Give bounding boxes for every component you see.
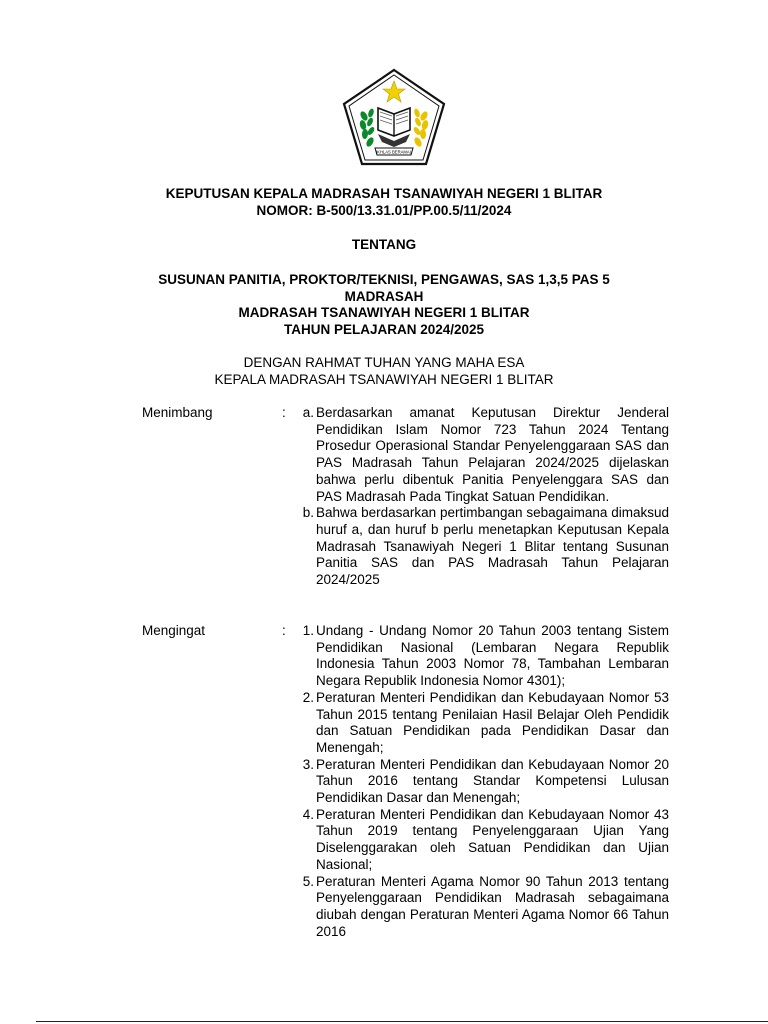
- page-divider: [36, 1021, 768, 1022]
- list-item: [296, 405, 669, 505]
- list-marker: 5.: [302, 873, 314, 889]
- subject-line4: TAHUN PELAJARAN 2024/2025: [283, 321, 485, 337]
- list-item: [296, 757, 669, 807]
- list-marker: a.: [302, 405, 314, 420]
- list-item-text: Peraturan Menteri Pendidikan dan Kebudayaan Nomor 53 Tahun 2015 tentang Penilaian Hasil Belajar Oleh Pendidik dan Satuan Pendidikan pada Pendidikan Dasar dan Menengah;: [316, 689, 669, 755]
- decree-title: [0, 186, 768, 219]
- preamble: [0, 355, 768, 388]
- subject-line2: MADRASAH: [344, 288, 424, 304]
- preamble-line2: KEPALA MADRASAH TSANAWIYAH NEGERI 1 BLITAR: [214, 371, 554, 387]
- menimbang-label: Menimbang: [142, 405, 213, 420]
- ministry-emblem-icon: [342, 68, 446, 166]
- list-item-text: Peraturan Menteri Pendidikan dan Kebudayaan Nomor 20 Tahun 2016 tentang Standar Kompetensi Lulusan Pendidikan Dasar dan Menengah;: [316, 756, 669, 806]
- list-item: [296, 623, 669, 690]
- subject-line1: SUSUNAN PANITIA, PROKTOR/TEKNISI, PENGAWAS, SAS 1,3,5 PAS 5: [158, 272, 610, 287]
- list-marker: 2.: [302, 689, 314, 705]
- preamble-line1: DENGAN RAHMAT TUHAN YANG MAHA ESA: [243, 355, 525, 370]
- list-item: [296, 807, 669, 874]
- logo-motto: IKHLAS BERAMAL: [375, 149, 413, 155]
- list-item-text: Bahwa berdasarkan pertimbangan sebagaimana dimaksud huruf a, dan huruf b perlu menetapkan Keputusan Kepala Madrasah Tsanawiyah Negeri 1 Blitar tentang Susunan Panitia SAS dan PAS Madrasah Tahun Pelajaran 2024/2025: [316, 505, 669, 588]
- ministry-emblem-logo: [342, 68, 446, 166]
- list-item: [296, 690, 669, 757]
- menimbang-colon: :: [282, 405, 286, 420]
- menimbang-list: [296, 405, 669, 589]
- list-item: [296, 874, 669, 941]
- list-marker: 3.: [302, 756, 314, 772]
- list-marker: 1.: [302, 623, 314, 638]
- mengingat-label: Mengingat: [142, 623, 206, 638]
- list-item-text: Undang - Undang Nomor 20 Tahun 2003 tentang Sistem Pendidikan Nasional (Lembaran Negara Republik Indonesia Tahun 2003 Nomor 78, Tambahan Lembaran Negara Republik Indonesia Nomor 4301);: [316, 623, 669, 689]
- mengingat-colon: :: [282, 623, 286, 638]
- decree-title-line1: KEPUTUSAN KEPALA MADRASAH TSANAWIYAH NEGERI 1 BLITAR: [165, 186, 603, 201]
- mengingat-list: [296, 623, 669, 940]
- list-item-text: Berdasarkan amanat Keputusan Direktur Jenderal Pendidikan Islam Nomor 723 Tahun 2024 Tentang Prosedur Operasional Standar Penyelenggaraan SAS dan PAS Madrasah Tahun Pelajaran 2024/2025 dijelaskan bahwa perlu dibentuk Panitia Penyelenggara SAS dan PAS Madrasah Pada Tingkat Satuan Pendidikan.: [316, 405, 669, 504]
- list-item-text: Peraturan Menteri Pendidikan dan Kebudayaan Nomor 43 Tahun 2019 tentang Penyelenggaraan Ujian Yang Diselenggarakan oleh Satuan Pendidikan dan Ujian Nasional;: [316, 806, 669, 872]
- list-item-text: Peraturan Menteri Agama Nomor 90 Tahun 2013 tentang Penyelenggaraan Pendidikan Madrasah sebagaimana diubah dengan Peraturan Menteri Agama Nomor 66 Tahun 2016: [316, 873, 669, 939]
- list-marker: 4.: [302, 806, 314, 822]
- subject-line3: MADRASAH TSANAWIYAH NEGERI 1 BLITAR: [238, 305, 530, 320]
- decree-subject: [0, 272, 768, 338]
- list-marker: b.: [302, 505, 314, 521]
- list-item: [296, 505, 669, 589]
- tentang-heading: TENTANG: [351, 237, 417, 252]
- decree-number: NOMOR: B-500/13.31.01/PP.00.5/11/2024: [256, 202, 512, 218]
